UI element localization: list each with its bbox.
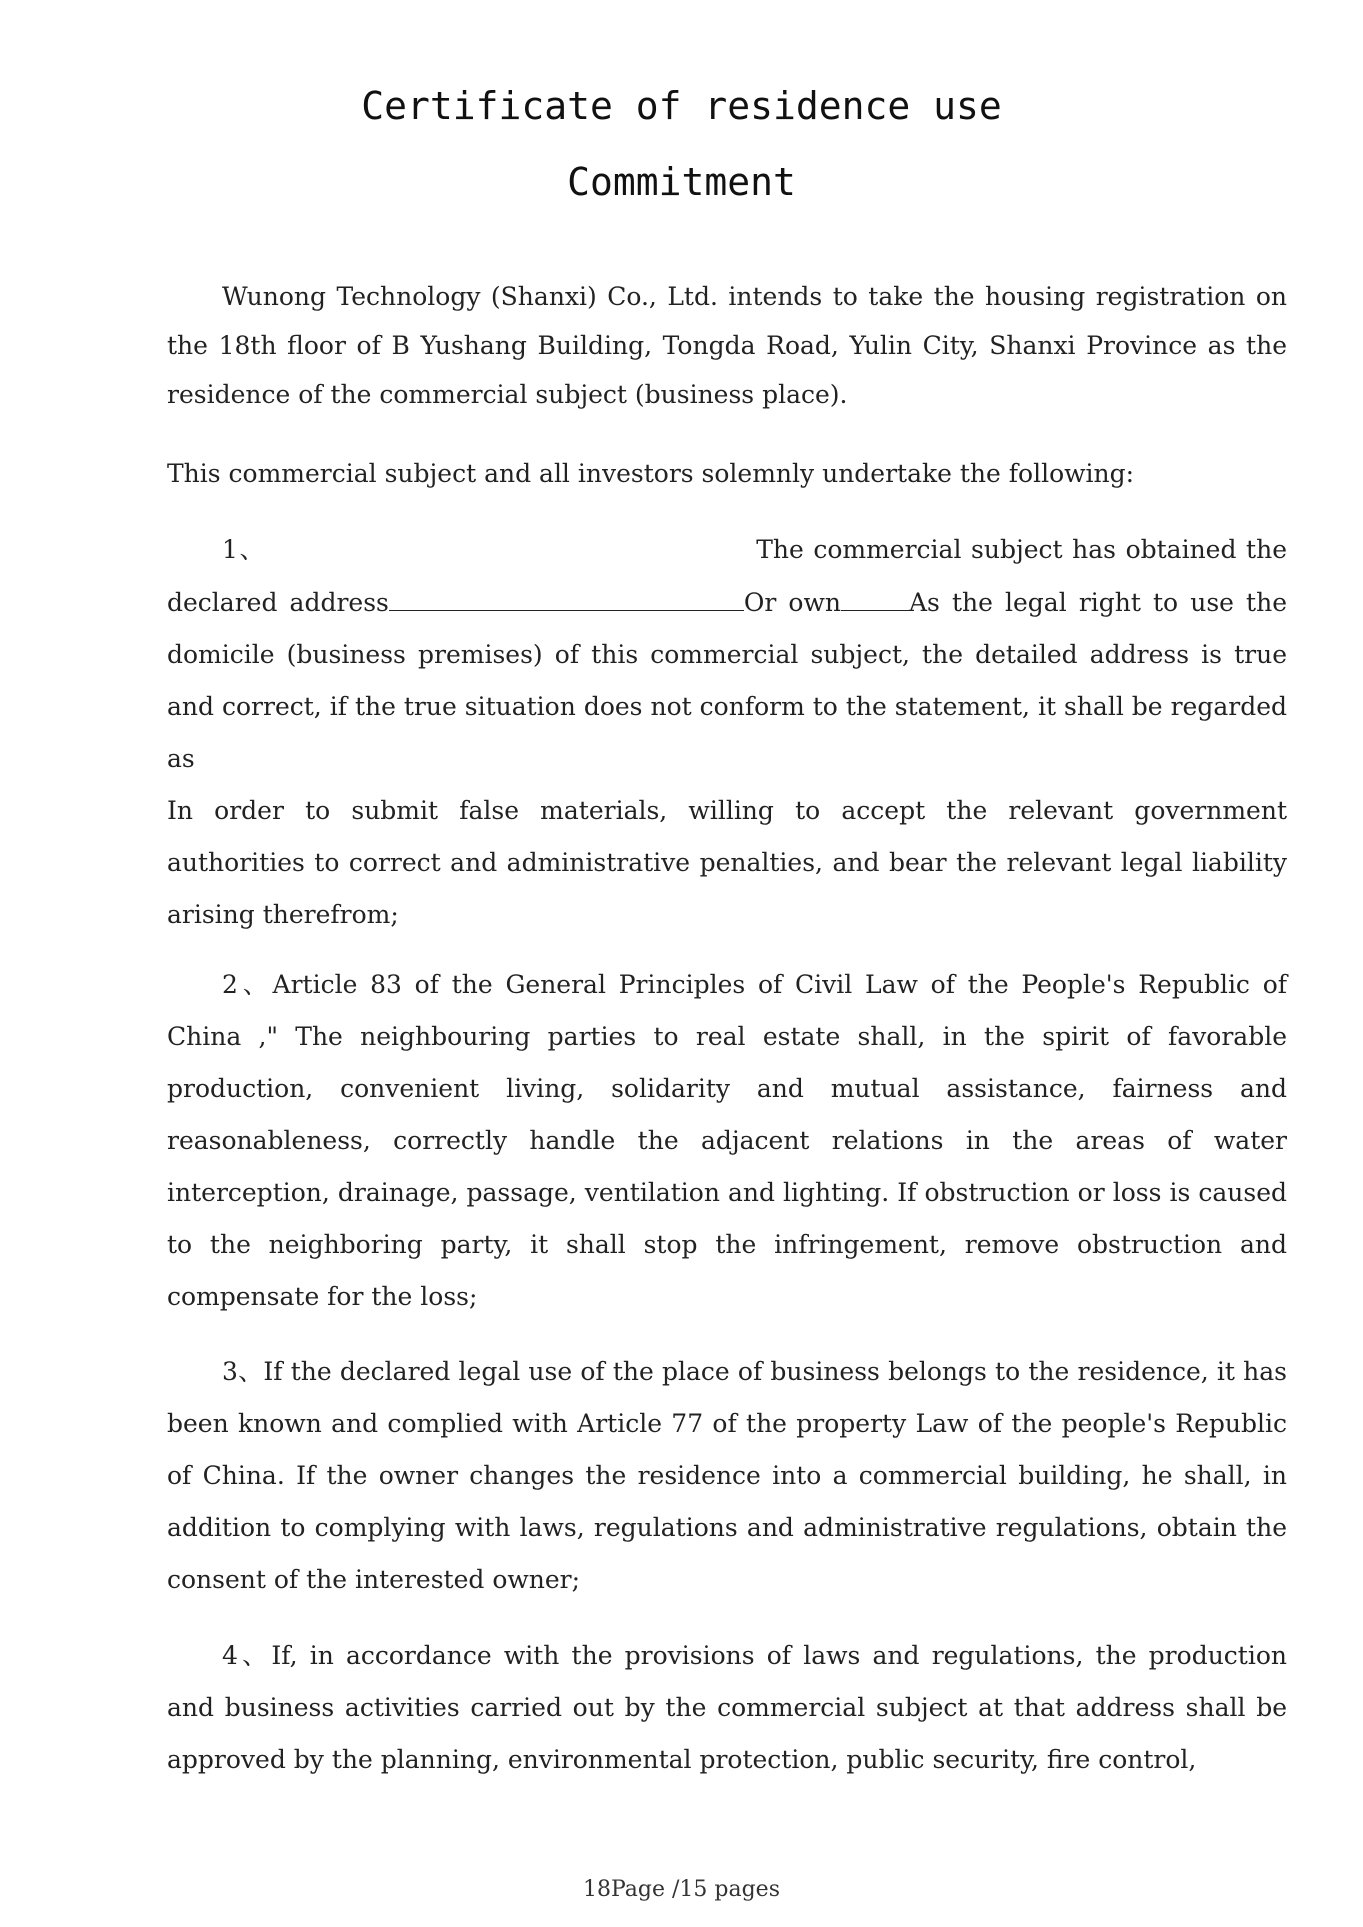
document-title: Certificate of residence use xyxy=(361,84,1002,128)
item-1-text-a: The commercial subject has obtained the declared address xyxy=(167,535,1287,617)
intro-text: Wunong Technology (Shanxi) Co., Ltd. intends to take the housing registration on the 18th floor of B Yushang Building, Tongda Road, Yulin City, Shanxi Province as the residence of the commercial subject (business place). xyxy=(167,282,1287,409)
item-1-text-c: As the legal right to use the domicile (business premises) of this commercial subject, the detailed address is true and correct, if the true situation does not conform to the statement, it shall be regarded as xyxy=(167,588,1287,773)
item-1-text-b: Or own xyxy=(743,588,841,617)
item-1-text-d: In order to submit false materials, willing to accept the relevant government authorities to correct and administrative penalties, and bear the relevant legal liability arising therefrom; xyxy=(167,796,1287,929)
item-3: 3、If the declared legal use of the place of business belongs to the residence, it has been known and complied with Article 77 of the property Law of the people's Republic of China. If the owner changes the residence into a commercial building, he shall, in addition to complying with laws, regulations and administrative regulations, obtain the consent of the interested owner; xyxy=(167,1357,1287,1594)
address-blank-field xyxy=(389,576,744,611)
page-footer: 18Page /15 pages xyxy=(582,1877,780,1902)
item-1 xyxy=(167,524,1287,941)
document-subtitle: Commitment xyxy=(567,160,796,204)
item-4: 4、If, in accordance with the provisions of laws and regulations, the production and business activities carried out by the commercial subject at that address shall be approved by the planning, environmental protection, public security, fire control, xyxy=(167,1641,1287,1774)
item-1-number: 1、 xyxy=(222,535,267,564)
intro-paragraph xyxy=(167,272,1287,419)
ownership-blank-field xyxy=(841,576,909,611)
item-2: 2、Article 83 of the General Principles of Civil Law of the People's Republic of China ," The neighbouring parties to real estate shall, in the spirit of favorable production, convenient living, solidarity and mutual assistance, fairness and reasonableness, correctly handle the adjacent relations in the areas of water interception, drainage, passage, ventilation and lighting. If obstruction or loss is caused to the neighboring party, it shall stop the infringement, remove obstruction and compensate for the loss; xyxy=(167,970,1287,1311)
undertake-statement: This commercial subject and all investors solemnly undertake the following: xyxy=(167,459,1135,488)
